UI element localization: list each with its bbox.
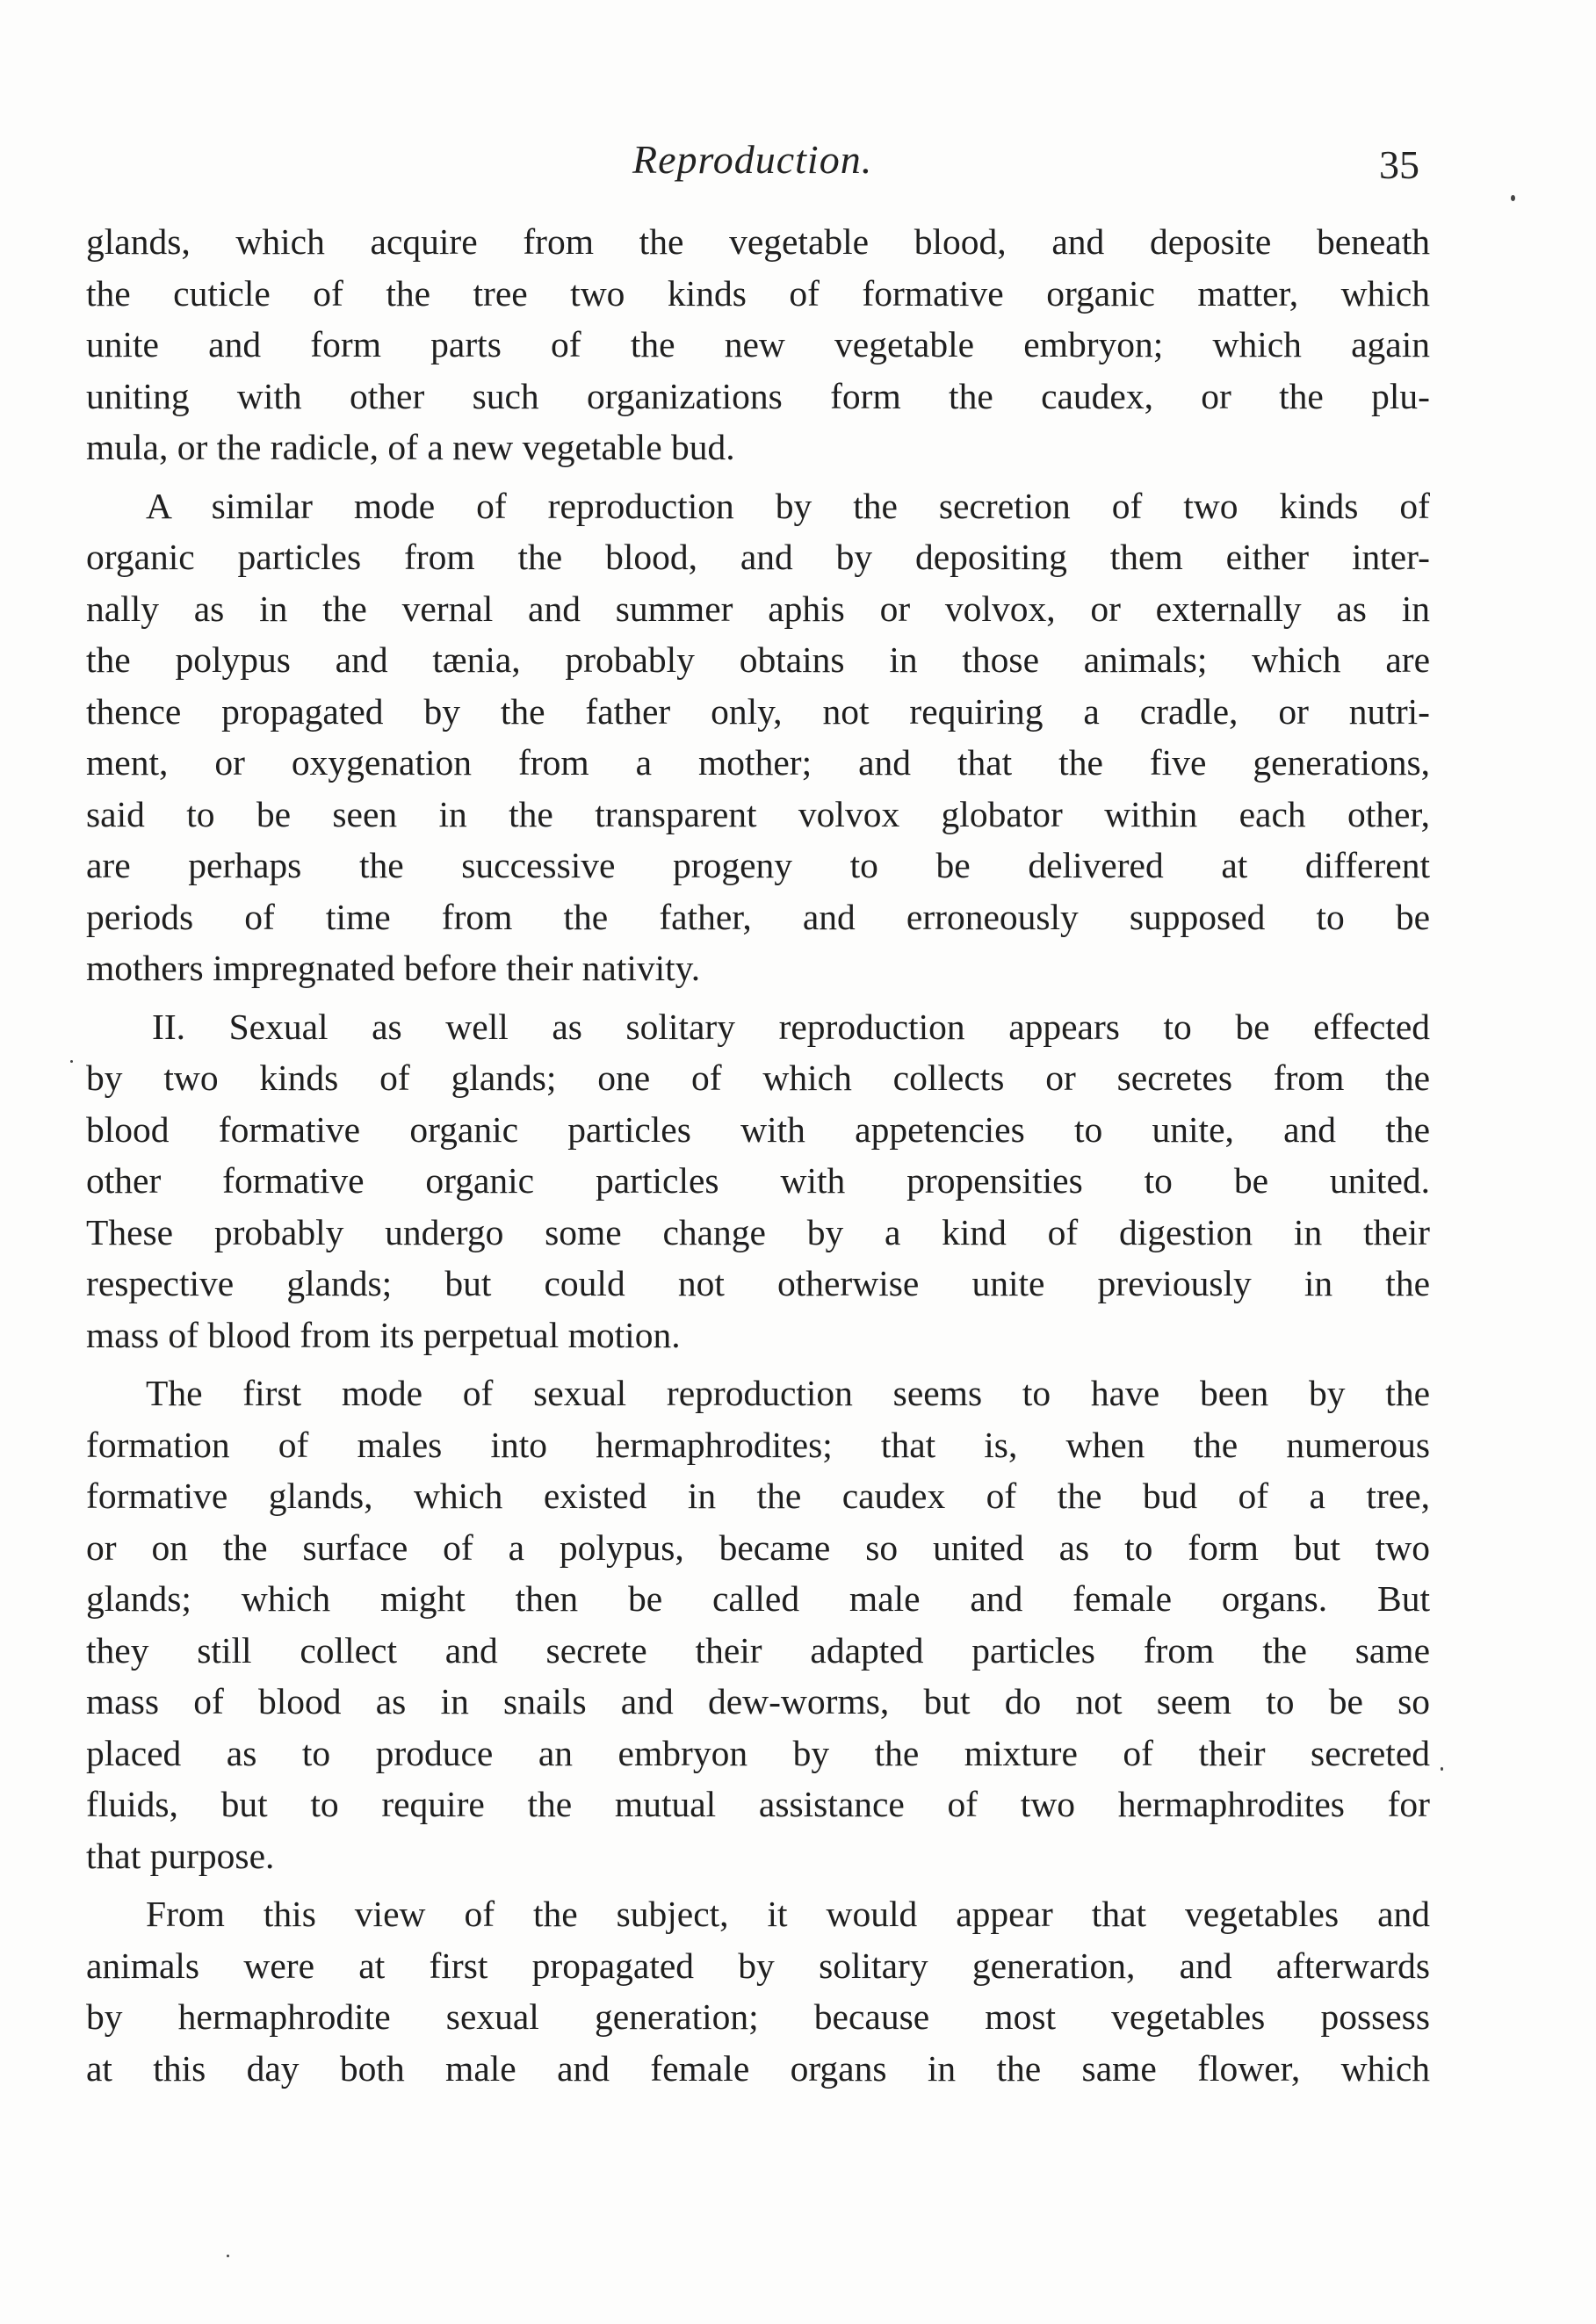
- print-speck: [70, 1060, 73, 1063]
- text-line: by two kinds of glands; one of which collects or secretes from the: [86, 1057, 1430, 1098]
- running-head: [0, 136, 1596, 189]
- text-line: These probably undergo some change by a kind of digestion in their: [86, 1211, 1430, 1252]
- text-line: A similar mode of reproduction by the secretion of two kinds of: [146, 485, 1430, 526]
- text-line: they still collect and secrete their adapted particles from the same: [86, 1629, 1430, 1671]
- text-line: thence propagated by the father only, not requiring a cradle, or nutri-: [86, 690, 1430, 732]
- text-line: mula, or the radicle, of a new vegetable bud.: [86, 427, 735, 467]
- paragraph-5: [86, 1888, 1430, 2094]
- text-line: mass of blood as in snails and dew-worms, but do not seem to be so: [86, 1681, 1430, 1721]
- text-line: or on the surface of a polypus, became so united as to form but two: [86, 1526, 1430, 1568]
- body-text: [86, 216, 1430, 2094]
- text-line: formation of males into hermaphrodites; that is, when the numerous: [86, 1424, 1430, 1465]
- text-line: ment, or oxygenation from a mother; and that the five generations,: [86, 742, 1430, 783]
- text-line: other formative organic particles with propensities to be united.: [86, 1160, 1430, 1201]
- text-line: II. Sexual as well as solitary reproduction appears to be effected: [152, 1006, 1430, 1047]
- text-line: formative glands, which existed in the caudex of the bud of a tree,: [86, 1476, 1430, 1516]
- text-line: unite and form parts of the new vegetable embryon; which again: [86, 324, 1430, 364]
- text-line: glands, which acquire from the vegetable blood, and deposite beneath: [86, 221, 1430, 262]
- running-title: Reproduction.: [632, 137, 873, 182]
- text-line: From this view of the subject, it would appear that vegetables and: [146, 1894, 1430, 1934]
- text-line: blood formative organic particles with appetencies to unite, and the: [86, 1108, 1430, 1150]
- print-speck: [1511, 195, 1515, 201]
- text-line: by hermaphrodite sexual generation; because most vegetables possess: [86, 1996, 1430, 2037]
- text-line: glands; which might then be called male and female organs. But: [86, 1578, 1430, 1619]
- text-line: the polypus and tænia, probably obtains in those animals; which are: [86, 639, 1430, 680]
- text-line: periods of time from the father, and erroneously supposed to be: [86, 896, 1430, 937]
- text-line: fluids, but to require the mutual assistance of two hermaphrodites for: [86, 1784, 1430, 1824]
- paragraph-4: [86, 1368, 1430, 1881]
- paragraph-3: [86, 1001, 1430, 1361]
- paragraph-2: [86, 480, 1430, 994]
- text-line: uniting with other such organizations form the caudex, or the plu-: [86, 375, 1430, 416]
- print-speck: [1441, 1767, 1443, 1771]
- text-line: placed as to produce an embryon by the mixture of their secreted: [86, 1732, 1430, 1773]
- text-line: are perhaps the successive progeny to be delivered at different: [86, 845, 1430, 885]
- text-line: animals were at first propagated by solitary generation, and afterwards: [86, 1945, 1430, 1986]
- text-line: mass of blood from its perpetual motion.: [86, 1314, 681, 1355]
- text-line: mothers impregnated before their nativity.: [86, 948, 701, 988]
- text-line: said to be seen in the transparent volvox globator within each other,: [86, 793, 1430, 834]
- text-line: that purpose.: [86, 1835, 275, 1876]
- print-speck: [227, 2255, 229, 2257]
- text-line: the cuticle of the tree two kinds of formative organic matter, which: [86, 272, 1430, 314]
- text-line: respective glands; but could not otherwise unite previously in the: [86, 1263, 1430, 1303]
- text-line: organic particles from the blood, and by depositing them either inter-: [86, 537, 1430, 577]
- page-number: 35: [1379, 142, 1419, 187]
- text-line: at this day both male and female organs in the same flower, which: [86, 2047, 1430, 2089]
- paragraph-1: [86, 216, 1430, 473]
- text-line: nally as in the vernal and summer aphis or volvox, or externally as in: [86, 588, 1430, 629]
- text-line: The first mode of sexual reproduction seems to have been by the: [146, 1373, 1430, 1413]
